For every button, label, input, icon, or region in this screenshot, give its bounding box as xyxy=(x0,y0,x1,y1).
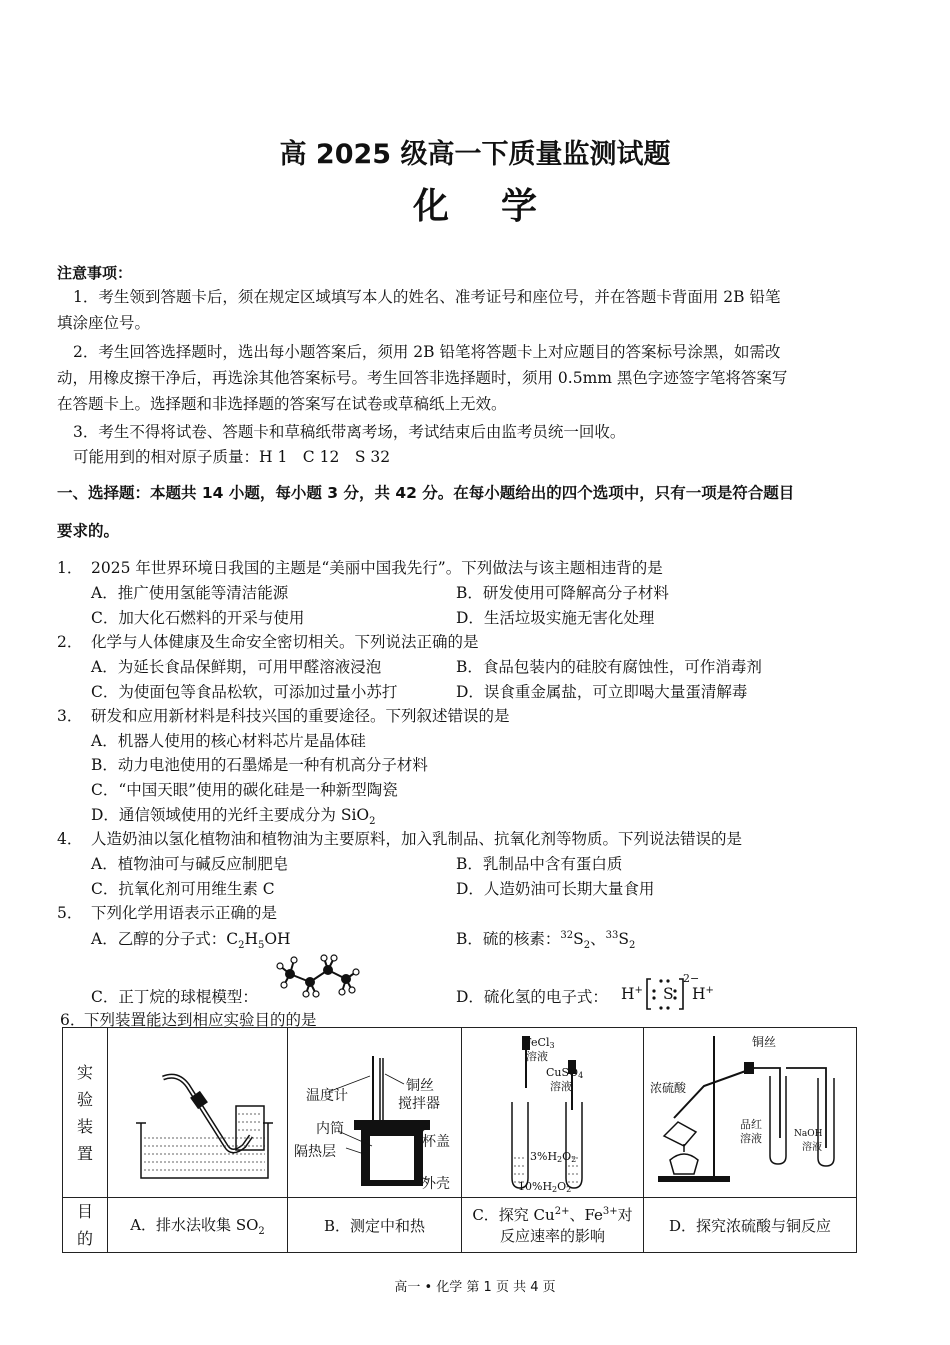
q5-option-b xyxy=(456,927,635,951)
goal-a-sub: 2 xyxy=(258,1225,265,1237)
q1-option-a: A．推广使用氢能等清洁能源 xyxy=(91,584,289,602)
rl1-1: 验 xyxy=(76,1089,93,1109)
ef-plus2: + xyxy=(705,985,714,996)
ef-charge: 2− xyxy=(683,972,700,985)
note-2 xyxy=(57,339,867,417)
lbl-h2o2-3: 3%H2O2 xyxy=(530,1150,577,1164)
q5-number: 5． xyxy=(57,904,83,922)
goal-c-line2: 反应速率的影响 xyxy=(499,1227,605,1245)
note-2-line-a: 2．考生回答选择题时，选出每小题答案后，须用 2B 铅笔将答题卡上对应题目的答案标号涂黑，如需改 xyxy=(73,343,781,361)
q2-option-a: A．为延长食品保鲜期，可用甲醛溶液浸泡 xyxy=(91,658,382,676)
exam-title: 高 2025 级高一下质量监测试题 xyxy=(279,139,671,170)
goal-a-text: A．排水法收集 SO xyxy=(130,1215,259,1234)
apparatus-d xyxy=(644,1028,857,1198)
lbl-stirrer-b: 搅拌器 xyxy=(398,1096,440,1112)
q5-a-sub1: 2 xyxy=(238,940,245,952)
ef-s: S xyxy=(663,985,674,1003)
q5-b-el1: S xyxy=(573,930,584,948)
page-footer: 高一 • 化学 第 1 页 共 4 页 xyxy=(394,1280,556,1295)
lbl-fuchsine-a: 品红 xyxy=(740,1118,762,1131)
lbl-inner: 内筒 xyxy=(316,1121,344,1137)
q5-b-pre: B．硫的核素： xyxy=(456,930,561,948)
rl1-0: 实 xyxy=(76,1062,93,1082)
goal-c xyxy=(462,1198,644,1253)
q2-option-d: D．误食重金属盐，可立即喝大量蛋清解毒 xyxy=(456,683,748,701)
q5-b-sub2: 2 xyxy=(629,940,636,952)
q4-option-b: B．乳制品中含有蛋白质 xyxy=(456,855,623,873)
copper-sulfuric-acid-apparatus xyxy=(644,1028,854,1193)
lbl-cuso4-a: CuSO4 xyxy=(546,1066,584,1080)
q4-option-a: A．植物油可与碱反应制肥皂 xyxy=(91,855,289,873)
section-heading-line1: 一、选择题：本题共 14 小题，每小题 3 分，共 42 分。在每小题给出的四个选项中，只有一项是符合题目 xyxy=(57,484,795,502)
lbl-conc-acid: 浓硫酸 xyxy=(650,1081,687,1095)
q3-option-d xyxy=(91,803,376,827)
note-1 xyxy=(57,284,867,336)
q5-b-sub1: 2 xyxy=(583,940,591,952)
q2-number: 2． xyxy=(57,633,83,651)
lbl-lid: 杯盖 xyxy=(422,1134,450,1150)
ef-h1: H xyxy=(621,985,635,1004)
note-1-line-a: 1．考生领到答题卡后，须在规定区域填写本人的姓名、准考证号和座位号，并在答题卡背面用 2B 铅笔 xyxy=(73,288,781,306)
q1-option-c: C．加大化石燃料的开采与使用 xyxy=(91,609,305,627)
section-heading xyxy=(57,474,869,550)
note-3: 3．考生不得将试卷、答题卡和草稿纸带离考场，考试结束后由监考员统一回收。 xyxy=(73,423,626,441)
rl2-1: 的 xyxy=(76,1229,93,1248)
row-label-purpose xyxy=(63,1198,108,1253)
goal-b: B．测定中和热 xyxy=(288,1198,462,1253)
butane-ball-stick-model xyxy=(272,952,362,998)
ef-h2-wrap xyxy=(692,985,714,1003)
lbl-naoh-a: NaOH xyxy=(794,1129,823,1139)
q2-option-c: C．为使面包等食品松软，可添加过量小苏打 xyxy=(91,683,398,701)
q3-number: 3． xyxy=(57,707,83,725)
q3-option-c: C．“中国天眼”使用的碳化硅是一种新型陶瓷 xyxy=(91,781,398,799)
q5-b-sep: 、 xyxy=(590,930,606,948)
q5-a-post: OH xyxy=(264,930,291,948)
rl1-3: 置 xyxy=(76,1143,93,1163)
row-label-apparatus xyxy=(63,1028,108,1198)
lbl-fecl3-a: FeCl3 xyxy=(524,1036,555,1050)
lbl-fecl3-b: 溶液 xyxy=(526,1050,548,1063)
atomic-masses: 可能用到的相对原子质量：H 1 C 12 S 32 xyxy=(73,448,391,466)
q4-number: 4． xyxy=(57,830,83,848)
q5-a-sub2: 5 xyxy=(257,940,265,952)
calorimeter-apparatus xyxy=(288,1028,460,1193)
note-2-line-c: 在答题卡上。选择题和非选择题的答案写在试卷或草稿纸上无效。 xyxy=(57,395,507,413)
q5-a-pre: A．乙醇的分子式：C xyxy=(91,930,239,948)
goal-a xyxy=(108,1198,288,1253)
q3-option-a: A．机器人使用的核心材料芯片是晶体硅 xyxy=(91,732,366,750)
q5-b-el2: S xyxy=(618,930,630,948)
section-heading-line2: 要求的。 xyxy=(57,522,120,540)
h2s-electron-formula xyxy=(621,985,643,1003)
q5-b-mass2: 33 xyxy=(605,929,619,941)
note-1-line-b: 填涂座位号。 xyxy=(57,314,151,332)
lbl-copper-wire: 铜丝 xyxy=(752,1035,777,1049)
q5-option-d: D．硫化氢的电子式： xyxy=(456,988,608,1006)
q5-b-mass1: 32 xyxy=(560,929,574,941)
q6-stem: 下列装置能达到相应实验目的的是 xyxy=(84,1011,317,1029)
q6-apparatus-table xyxy=(62,1027,857,1253)
q2-option-b: B．食品包装内的硅胶有腐蚀性，可作消毒剂 xyxy=(456,658,762,676)
lbl-thermometer: 温度计 xyxy=(306,1088,348,1104)
q1-number: 1． xyxy=(57,559,83,577)
lbl-fuchsine-b: 溶液 xyxy=(740,1132,762,1145)
q3-stem: 研发和应用新材料是科技兴国的重要途径。下列叙述错误的是 xyxy=(91,707,510,725)
apparatus-b xyxy=(288,1028,462,1198)
lbl-naoh-b: 溶液 xyxy=(802,1142,822,1153)
ef-plus1: + xyxy=(634,985,643,996)
rl1-2: 装 xyxy=(76,1116,93,1136)
q4-stem: 人造奶油以氢化植物油和植物油为主要原料，加入乳制品、抗氧化剂等物质。下列说法错误的是 xyxy=(91,830,743,848)
lbl-insulation: 隔热层 xyxy=(294,1144,336,1160)
apparatus-a xyxy=(108,1028,288,1198)
q5-option-a xyxy=(91,927,291,951)
note-2-line-b: 动，用橡皮擦干净后，再选涂其他答案标号。考生回答非选择题时，须用 0.5mm 黑色字迹签字笔将答案写 xyxy=(57,369,788,387)
q1-option-b: B．研发使用可降解高分子材料 xyxy=(456,584,669,602)
rl2-0: 目 xyxy=(76,1202,93,1221)
q3-option-b: B．动力电池使用的石墨烯是一种有机高分子材料 xyxy=(91,756,428,774)
q5-stem: 下列化学用语表示正确的是 xyxy=(91,904,278,922)
subject-title: 化学 xyxy=(412,186,589,227)
water-displacement-apparatus xyxy=(108,1028,286,1193)
q3-option-d-text: D．通信领域使用的光纤主要成分为 SiO xyxy=(91,806,370,824)
lbl-shell: 外壳 xyxy=(422,1176,450,1192)
q1-stem: 2025 年世界环境日我国的主题是“美丽中国我先行”。下列做法与该主题相违背的是 xyxy=(91,559,663,577)
apparatus-c xyxy=(462,1028,644,1198)
lbl-cuso4-b: 溶液 xyxy=(550,1080,572,1093)
q4-option-c: C．抗氧化剂可用维生素 C xyxy=(91,880,275,898)
goal-d: D．探究浓硫酸与铜反应 xyxy=(644,1198,857,1253)
q4-option-d: D．人造奶油可长期大量食用 xyxy=(456,880,655,898)
lbl-h2o2-10: 10%H2O2 xyxy=(518,1180,572,1193)
lbl-stirrer-a: 铜丝 xyxy=(406,1078,434,1094)
q5-option-c: C．正丁烷的球棍模型： xyxy=(91,988,258,1006)
notes-heading: 注意事项： xyxy=(57,264,133,282)
q3-option-d-sub: 2 xyxy=(369,816,376,828)
reaction-rate-tubes xyxy=(462,1028,642,1193)
goal-c-line1: C．探究 $Cu^{2+}$、$Fe^{3+}$对 xyxy=(472,1206,633,1224)
q2-stem: 化学与人体健康及生命安全密切相关。下列说法正确的是 xyxy=(91,633,479,651)
q1-option-d: D．生活垃圾实施无害化处理 xyxy=(456,609,655,627)
q5-a-mid: H xyxy=(244,930,258,948)
ef-h2: H xyxy=(692,985,706,1004)
q6-number: 6． xyxy=(60,1011,86,1029)
